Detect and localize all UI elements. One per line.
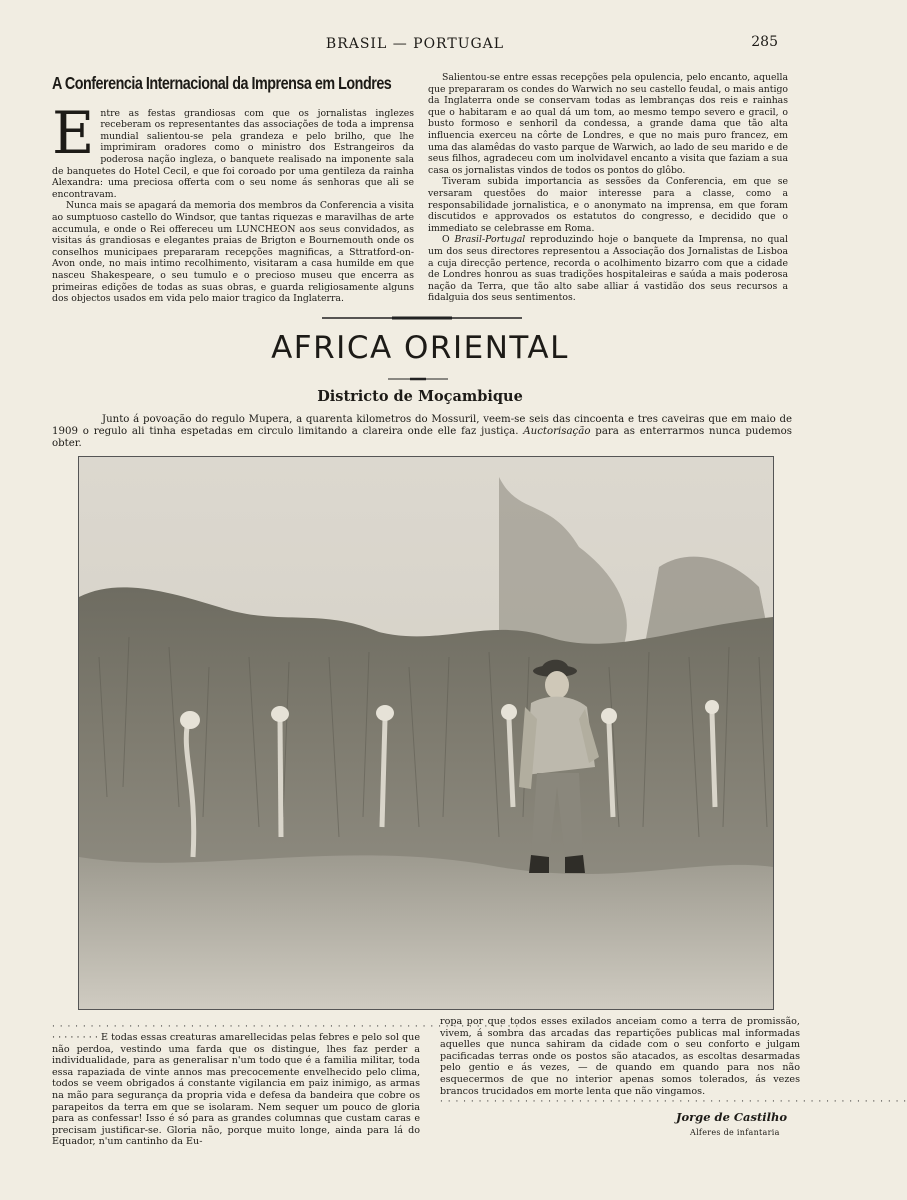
- caption-italic: Auctorisação: [523, 426, 591, 437]
- photo-caption: [52, 414, 792, 450]
- caption-text: Junto á povoação do regulo Mupera, a quarenta kilometros do Mossuril, veem-se seis das cincoenta e tres caveiras que em maio de 1909 o regulo ali tinha espetadas em circulo limitando a clareira onde elle faz justiça.: [52, 414, 792, 437]
- clearing-ground: [79, 855, 773, 1009]
- dotted-leader-right: · · · · · · · · · · · · · · · · · · · · · · · · · · · · · · · · · · · · · · · · · · · · · · · · · · · · · · · · · · · · ·: [440, 1097, 907, 1108]
- author-rank: Alferes de infantaria: [690, 1128, 780, 1137]
- photograph: [78, 456, 774, 1010]
- paragraph-1: [52, 98, 414, 201]
- ornament-rule: [322, 316, 522, 320]
- paragraph-3: Salientou-se entre essas recepções pela opulencia, pelo encanto, aquella que prepararam os condes do Warwich no seu castello feudal, o mais antigo da Inglaterra onde se conservam todas as lembranças dos reis e rainhas que o habitaram e ao qual dá um tom, ao mesmo tempo severo e gracil, o busto formoso e senhoril da condessa, a grande dama que tão alta influencia exerceu na côrte de Londres, e que no mais puro francez, em uma das alamêdas do vasto parque de Warwich, ao lado de seu marido e de seus filhos, agradeceu com um inolvidavel encanto a visita que faziam a sua casa os jornalistas vindos de todos os pontos do glôbo.: [428, 72, 788, 176]
- magazine-name: Brasil-Portugal: [454, 234, 526, 246]
- section-title: AFRICA ORIENTAL: [271, 330, 569, 366]
- section-subtitle: Districto de Moçambique: [317, 388, 523, 405]
- paragraph-4: Tiveram subida importancia as sessões da Conferencia, em que se versaram questões do maior interesse para a classe, como a responsabilidade jornalistica, e o anonymato na imprensa, em que foram discutidos e approvados os estatutos do congresso, e decidido que o immediato se celebrasse em Roma.: [428, 176, 788, 234]
- author-signature: Jorge de Castilho: [676, 1110, 788, 1124]
- paragraph-5: [428, 234, 788, 304]
- article-right-column: [428, 72, 788, 304]
- paragraph-2: Nunca mais se apagará da memoria dos membros da Conferencia a visita ao sumptuoso castello do Windsor, que tantas riquezas e maravilhas de arte accumula, e onde o Rei offereceu um LUNCHEON aos seus convidados, as visitas ás grandiosas e elegantes praias de Brigton e Bournemouth onde os conselhos municipaes prepararam recepções magnificas, a Sttratford-on-Avon onde, no mais intimo recolhimento, visitaram a casa humilde em que nasceu Shakespeare, o seu tumulo e o precioso museu que encerra as primeiras edições de todas as suas obras, e guarda religiosamente alguns dos objectos usados em vida pelo maior tragico da Inglaterra.: [52, 200, 414, 305]
- closing-text-left: [52, 1022, 520, 1148]
- article-left-column: [52, 72, 414, 305]
- small-ornament-rule: [388, 377, 448, 381]
- closing-paragraph-left: · · · · · · · · E todas essas creaturas amarellecidas pelas febres e pelo sol que não perdoa, vestindo uma farda que os distingue, lhes faz perder a individualidade, para as generalisar n'um todo que é a familia militar, toda essa rapaziada de vinte annos mas precocemente envelhecido pelo clima, todos se veem obrigados á constante vigilancia em paiz inimigo, as armas na mão para segurança da propria vida e defesa da bandeira que cobre os parapeitos da terra em que se isolaram. Nem sequer um pouco de gloria para as confessar! Isso é só para as grandes columnas que custam caras e precisam justificar-se. Gloria não, porque muito longe, ainda para lá do Equador, n'um cantinho da Eu-: [52, 1032, 420, 1148]
- drop-cap: E: [52, 98, 95, 167]
- paragraph-5-text: reproduzindo hoje o banquete da Imprensa, no qual um dos seus directores representou a Associação dos Jornalistas de Lisboa a cuja direcção pertence, recorda o acolhimento bizarro com que a cidade de Londres honrou as suas tradições hospitaleiras e saúda a mais poderosa nação da Terra, que tão alto sabe alliar á vastidão dos seus recursos a fidalguia dos seus sentimentos.: [428, 234, 788, 304]
- page-number: 285: [751, 34, 778, 50]
- dotted-leader: · · · · · · · · · · · · · · · · · · · · · · · · · · · · · · · · · · · · · · · · · · · · · · · · · · · · · · · · · · · · ·: [52, 1022, 520, 1032]
- paragraph-1-text: ntre as festas grandiosas com que os jornalistas inglezes receberam os representantes das associações de toda a imprensa mundial salientou-se pela grandeza e pelo brilho, que lhe imprimiram oradores como o ministro dos Estrangeiros da poderosa nação ingleza, o banquete realisado na imponente sala de banquetes do Hotel Cecil, e que foi coroado por uma gentileza da rainha Alexandra: uma preciosa offerta com o seu nome ás senhoras que ali se encontravam.: [52, 107, 414, 200]
- running-head: BRASIL — PORTUGAL: [325, 36, 505, 52]
- closing-paragraph-right: ropa por que todos esses exilados anceiam como a terra de promissão, vivem, á sombra das arcadas das repartições publicas mal informadas aquelles que nunca sahiram da cidade com o seu conforto e julgam pacificadas terras onde os postos são atacados, as escoltas desarmadas pelo gentio e ás vezes, — de quando em quando para nos não esquecermos de que no interior apenas somos tolerados, ás vezes brancos trucidados em morte lenta que não vingamos.: [440, 1016, 800, 1097]
- photo-illustration: [79, 457, 773, 1009]
- closing-text-right: [440, 1016, 907, 1108]
- caption-end: para as enterrarmos nunca pudemos obter.: [52, 426, 792, 449]
- article-title: A Conferencia Internacional da Imprensa em Londres: [52, 73, 392, 93]
- paragraph-5-prefix: O: [442, 234, 455, 246]
